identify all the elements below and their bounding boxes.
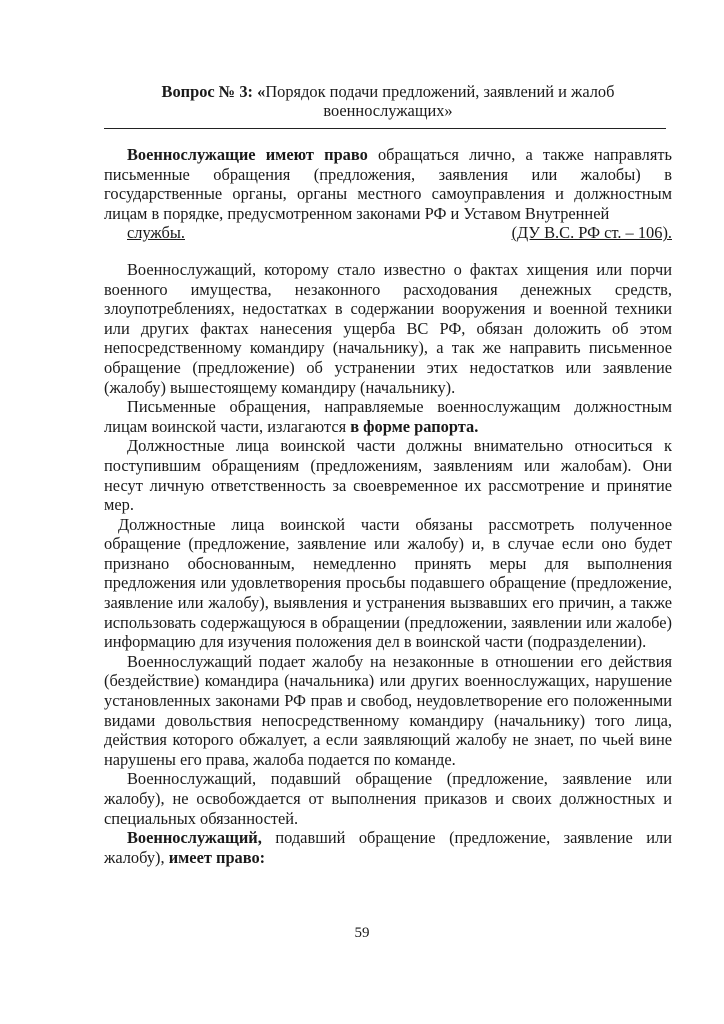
title-line-2: военнослужащих» <box>323 101 453 120</box>
paragraph-4: Должностные лица воинской части обязаны рассмотреть полученное обращение (предложение, заявление или жалобу) и, в случае если оно будет признано обоснованным, немедленно принять меры для выполнения предложения или удовлетворения просьбы подавшего обращение (предложение, заявление или жалобу), выявления и устранения вызвавших его причин, а также использовать содержащуюся в обращении (предложении, заявлении или жалобе) информацию для изучения положения дел в воинской части (подразделении). <box>104 514 672 652</box>
paragraph-2 <box>104 397 672 436</box>
paragraph-7-text: подавший обращение (предложение, заявление или жалобу), <box>104 828 672 867</box>
title-quote-open: « <box>257 82 266 101</box>
paragraph-7-bold-1: Военнослужащий, <box>127 828 262 848</box>
title-line-1: Порядок подачи предложений, заявлений и жалоб <box>265 82 615 101</box>
title-prefix: Вопрос № 3: <box>161 82 258 101</box>
paragraph-6: Военнослужащий, подавший обращение (предложение, заявление или жалобу), не освобождается от выполнения приказов и своих должностных и специальных обязанностей. <box>104 769 672 828</box>
intro-reference-line <box>104 223 672 243</box>
intro-text: обращаться лично, а также направлять письменные обращения (предложения, заявления или жалобы) в государственные органы, органы местного самоуправления и должностным лицам в порядке, предусмотренном законами РФ и Уставом Внутренней <box>104 145 673 223</box>
intro-paragraph <box>104 145 672 223</box>
paragraph-7-bold-2: имеет право: <box>168 847 266 867</box>
paragraph-5: Военнослужащий подает жалобу на незаконные в отношении его действия (бездействие) командира (начальника) или других военнослужащих, нарушение установленных законами РФ прав и свобод, неудовлетворение его положенными видами довольствия непосредственному командиру (начальнику) того лица, действия которого обжалует, а если заявляющий жалобу не знает, по чьей вине нарушены его права, жалоба подается по команде. <box>104 651 672 769</box>
document-body <box>104 145 672 867</box>
paragraph-2-text: Письменные обращения, направляемые военнослужащим должностным лицам воинской части, излагаются <box>104 397 672 436</box>
paragraph-1: Военнослужащий, которому стало известно о фактах хищения или порчи военного имущества, незаконного расходования денежных средств, злоупотреблениях, недостатках в содержании вооружения и военной техники или других фактах нанесения ущерба ВС РФ, обязан доложить об этом непосредственному командиру (начальнику), а так же направить письменное обращение (предложение) об устранении этих недостатков или заявление (жалобу) вышестоящему командиру (начальнику). <box>104 259 672 397</box>
page-title <box>104 82 672 120</box>
intro-bold-lead: Военнослужащие имеют право <box>127 145 368 164</box>
intro-last-word: службы. <box>127 223 185 243</box>
paragraph-3: Должностные лица воинской части должны внимательно относиться к поступившим обращениям (предложениям, заявлениям или жалобам). Они несут личную ответственность за своевременное их рассмотрение и принятие мер. <box>104 436 672 515</box>
title-divider <box>104 128 666 129</box>
intro-reference: (ДУ В.С. РФ ст. – 106). <box>511 223 672 243</box>
paragraph-2-bold: в форме рапорта. <box>350 416 479 436</box>
paragraph-7 <box>104 828 672 867</box>
page-number: 59 <box>354 925 370 941</box>
